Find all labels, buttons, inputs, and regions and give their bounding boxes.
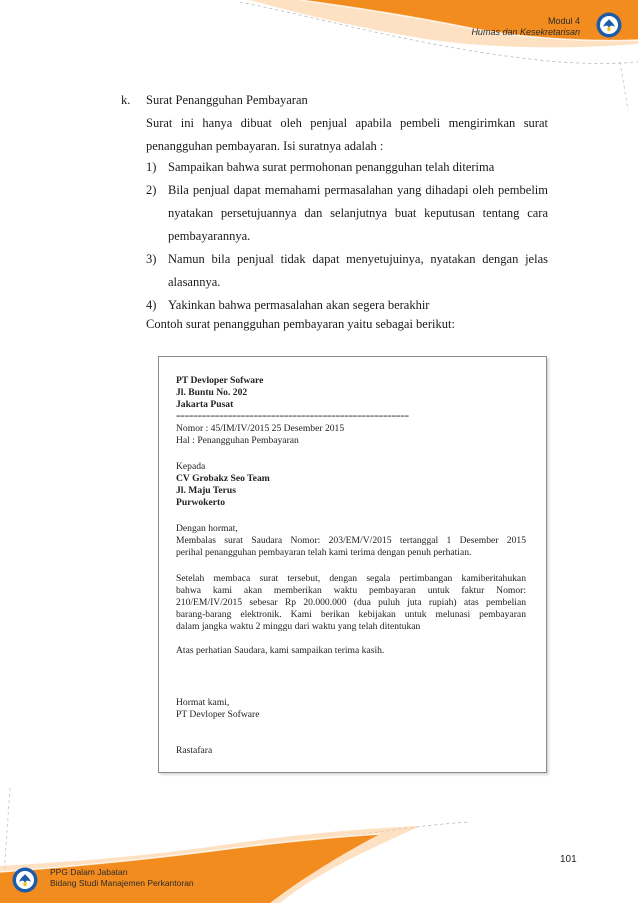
letter-city: Jakarta Pusat bbox=[176, 399, 234, 410]
letter-salutation: Dengan hormat, bbox=[176, 523, 238, 534]
item-number: 4) bbox=[146, 298, 157, 312]
item-text: Namun bila penjual tidak dapat menyetujuinya, nyatakan dengan jelas bbox=[168, 252, 548, 266]
section-marker: k. bbox=[121, 93, 131, 107]
letter-line: Membalas surat Saudara Nomor: 203/EM/V/2015 tertanggal 1 Desember 2015 bbox=[176, 535, 526, 546]
header-title bbox=[471, 16, 580, 38]
letter-regards: Hormat kami, bbox=[176, 697, 230, 708]
item-text: Yakinkan bahwa permasalahan akan segera berakhir bbox=[168, 298, 430, 312]
letter-line: perihal penangguhan pembayaran telah kami terima dengan penuh perhatian. bbox=[176, 547, 472, 558]
letter-paragraph-3: Atas perhatian Saudara, kami sampaikan terima kasih. bbox=[176, 645, 385, 656]
letter-company: PT Devloper Sofware bbox=[176, 375, 264, 386]
footer-label bbox=[50, 867, 194, 889]
item-text: alasannya. bbox=[168, 275, 221, 289]
letter-kepada: Kepada bbox=[176, 461, 206, 472]
footer-line-2: Bidang Studi Manajemen Perkantoran bbox=[50, 878, 194, 888]
letter-divider: ====================================================== bbox=[176, 412, 409, 421]
module-label: Modul 4 bbox=[547, 16, 580, 26]
intro-line-1: Surat ini hanya dibuat oleh penjual apabila pembeli mengirimkan surat bbox=[146, 116, 548, 130]
letter-nomor: Nomor : 45/IM/IV/2015 25 Desember 2015 bbox=[176, 423, 345, 434]
letter-paragraph-1 bbox=[176, 535, 526, 559]
item-number: 3) bbox=[146, 252, 157, 266]
letter-recipient-name: CV Grobakz Seo Team bbox=[176, 473, 270, 484]
section-title: Surat Penangguhan Pembayaran bbox=[146, 93, 308, 107]
letter-paragraph-2 bbox=[176, 573, 526, 633]
item-text: nyatakan persetujuannya dan selanjutnya buat keputusan tentang cara bbox=[168, 206, 548, 220]
tut-wuri-logo-icon bbox=[596, 12, 622, 38]
letter-recipient-city: Purwokerto bbox=[176, 497, 226, 508]
item-text: Sampaikan bahwa surat permohonan penangguhan telah diterima bbox=[168, 160, 495, 174]
tut-wuri-logo-icon bbox=[12, 867, 38, 893]
intro-line-2: penangguhan pembayaran. Isi suratnya adalah : bbox=[146, 139, 384, 153]
letter-hal: Hal : Penangguhan Pembayaran bbox=[176, 435, 299, 446]
closing-line: Contoh surat penangguhan pembayaran yaitu sebagai berikut: bbox=[146, 317, 455, 331]
letter-signer: Rastafara bbox=[176, 745, 213, 756]
letter-line: dalam jangka waktu 2 minggu dari waktu yang telah ditentukan bbox=[176, 621, 421, 632]
letter-line: Setelah membaca surat tersebut, dengan segala pertimbangan kamiberitahukan bbox=[176, 573, 526, 584]
letter-line: bahwa kami akan memberikan waktu pembayaran untuk faktur Nomor: bbox=[176, 585, 526, 596]
letter-example-box bbox=[158, 356, 547, 773]
letter-street: Jl. Buntu No. 202 bbox=[176, 387, 248, 398]
letter-line: 210/EM/IV/2015 sebesar Rp 20.000.000 (dua puluh juta rupiah) atas pembelian bbox=[176, 597, 526, 608]
item-number: 1) bbox=[146, 160, 157, 174]
letter-sign-company: PT Devloper Sofware bbox=[176, 709, 260, 720]
letter-line: barang-barang elektronik. Kami berikan kebijakan untuk melunasi pembayaran bbox=[176, 609, 526, 620]
item-text: Bila penjual dapat memahami permasalahan yang dihadapi oleh pembelim bbox=[168, 183, 548, 197]
footer-line-1: PPG Dalam Jabatan bbox=[50, 867, 128, 877]
item-text: pembayarannya. bbox=[168, 229, 251, 243]
item-number: 2) bbox=[146, 183, 157, 197]
letter-recipient-street: Jl. Maju Terus bbox=[176, 485, 236, 496]
subject-label: Humas dan Kesekretarisan bbox=[471, 27, 580, 37]
page-number: 101 bbox=[560, 854, 577, 865]
